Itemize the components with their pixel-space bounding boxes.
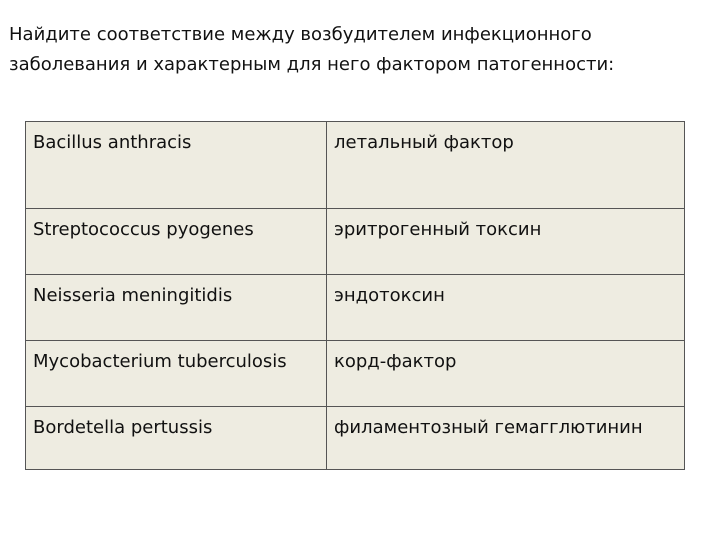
factor-cell: летальный фактор	[327, 122, 685, 209]
question-line-2: заболевания и характерным для него фактором патогенности:	[9, 54, 615, 75]
factor-cell: корд-фактор	[327, 341, 685, 407]
factor-cell: эритрогенный токсин	[327, 209, 685, 275]
pathogen-cell: Streptococcus pyogenes	[26, 209, 327, 275]
table-row	[26, 407, 685, 470]
table-row	[26, 275, 685, 341]
pathogen-cell: Bordetella pertussis	[26, 407, 327, 470]
factor-cell: эндотоксин	[327, 275, 685, 341]
question-text	[9, 20, 709, 80]
table-row	[26, 122, 685, 209]
matching-table	[25, 121, 685, 470]
pathogen-cell: Bacillus anthracis	[26, 122, 327, 209]
table-row	[26, 209, 685, 275]
pathogen-cell: Neisseria meningitidis	[26, 275, 327, 341]
pathogen-cell: Mycobacterium tuberculosis	[26, 341, 327, 407]
factor-cell: филаментозный гемагглютинин	[327, 407, 685, 470]
question-line-1: Найдите соответствие между возбудителем инфекционного	[9, 24, 592, 45]
table-row	[26, 341, 685, 407]
